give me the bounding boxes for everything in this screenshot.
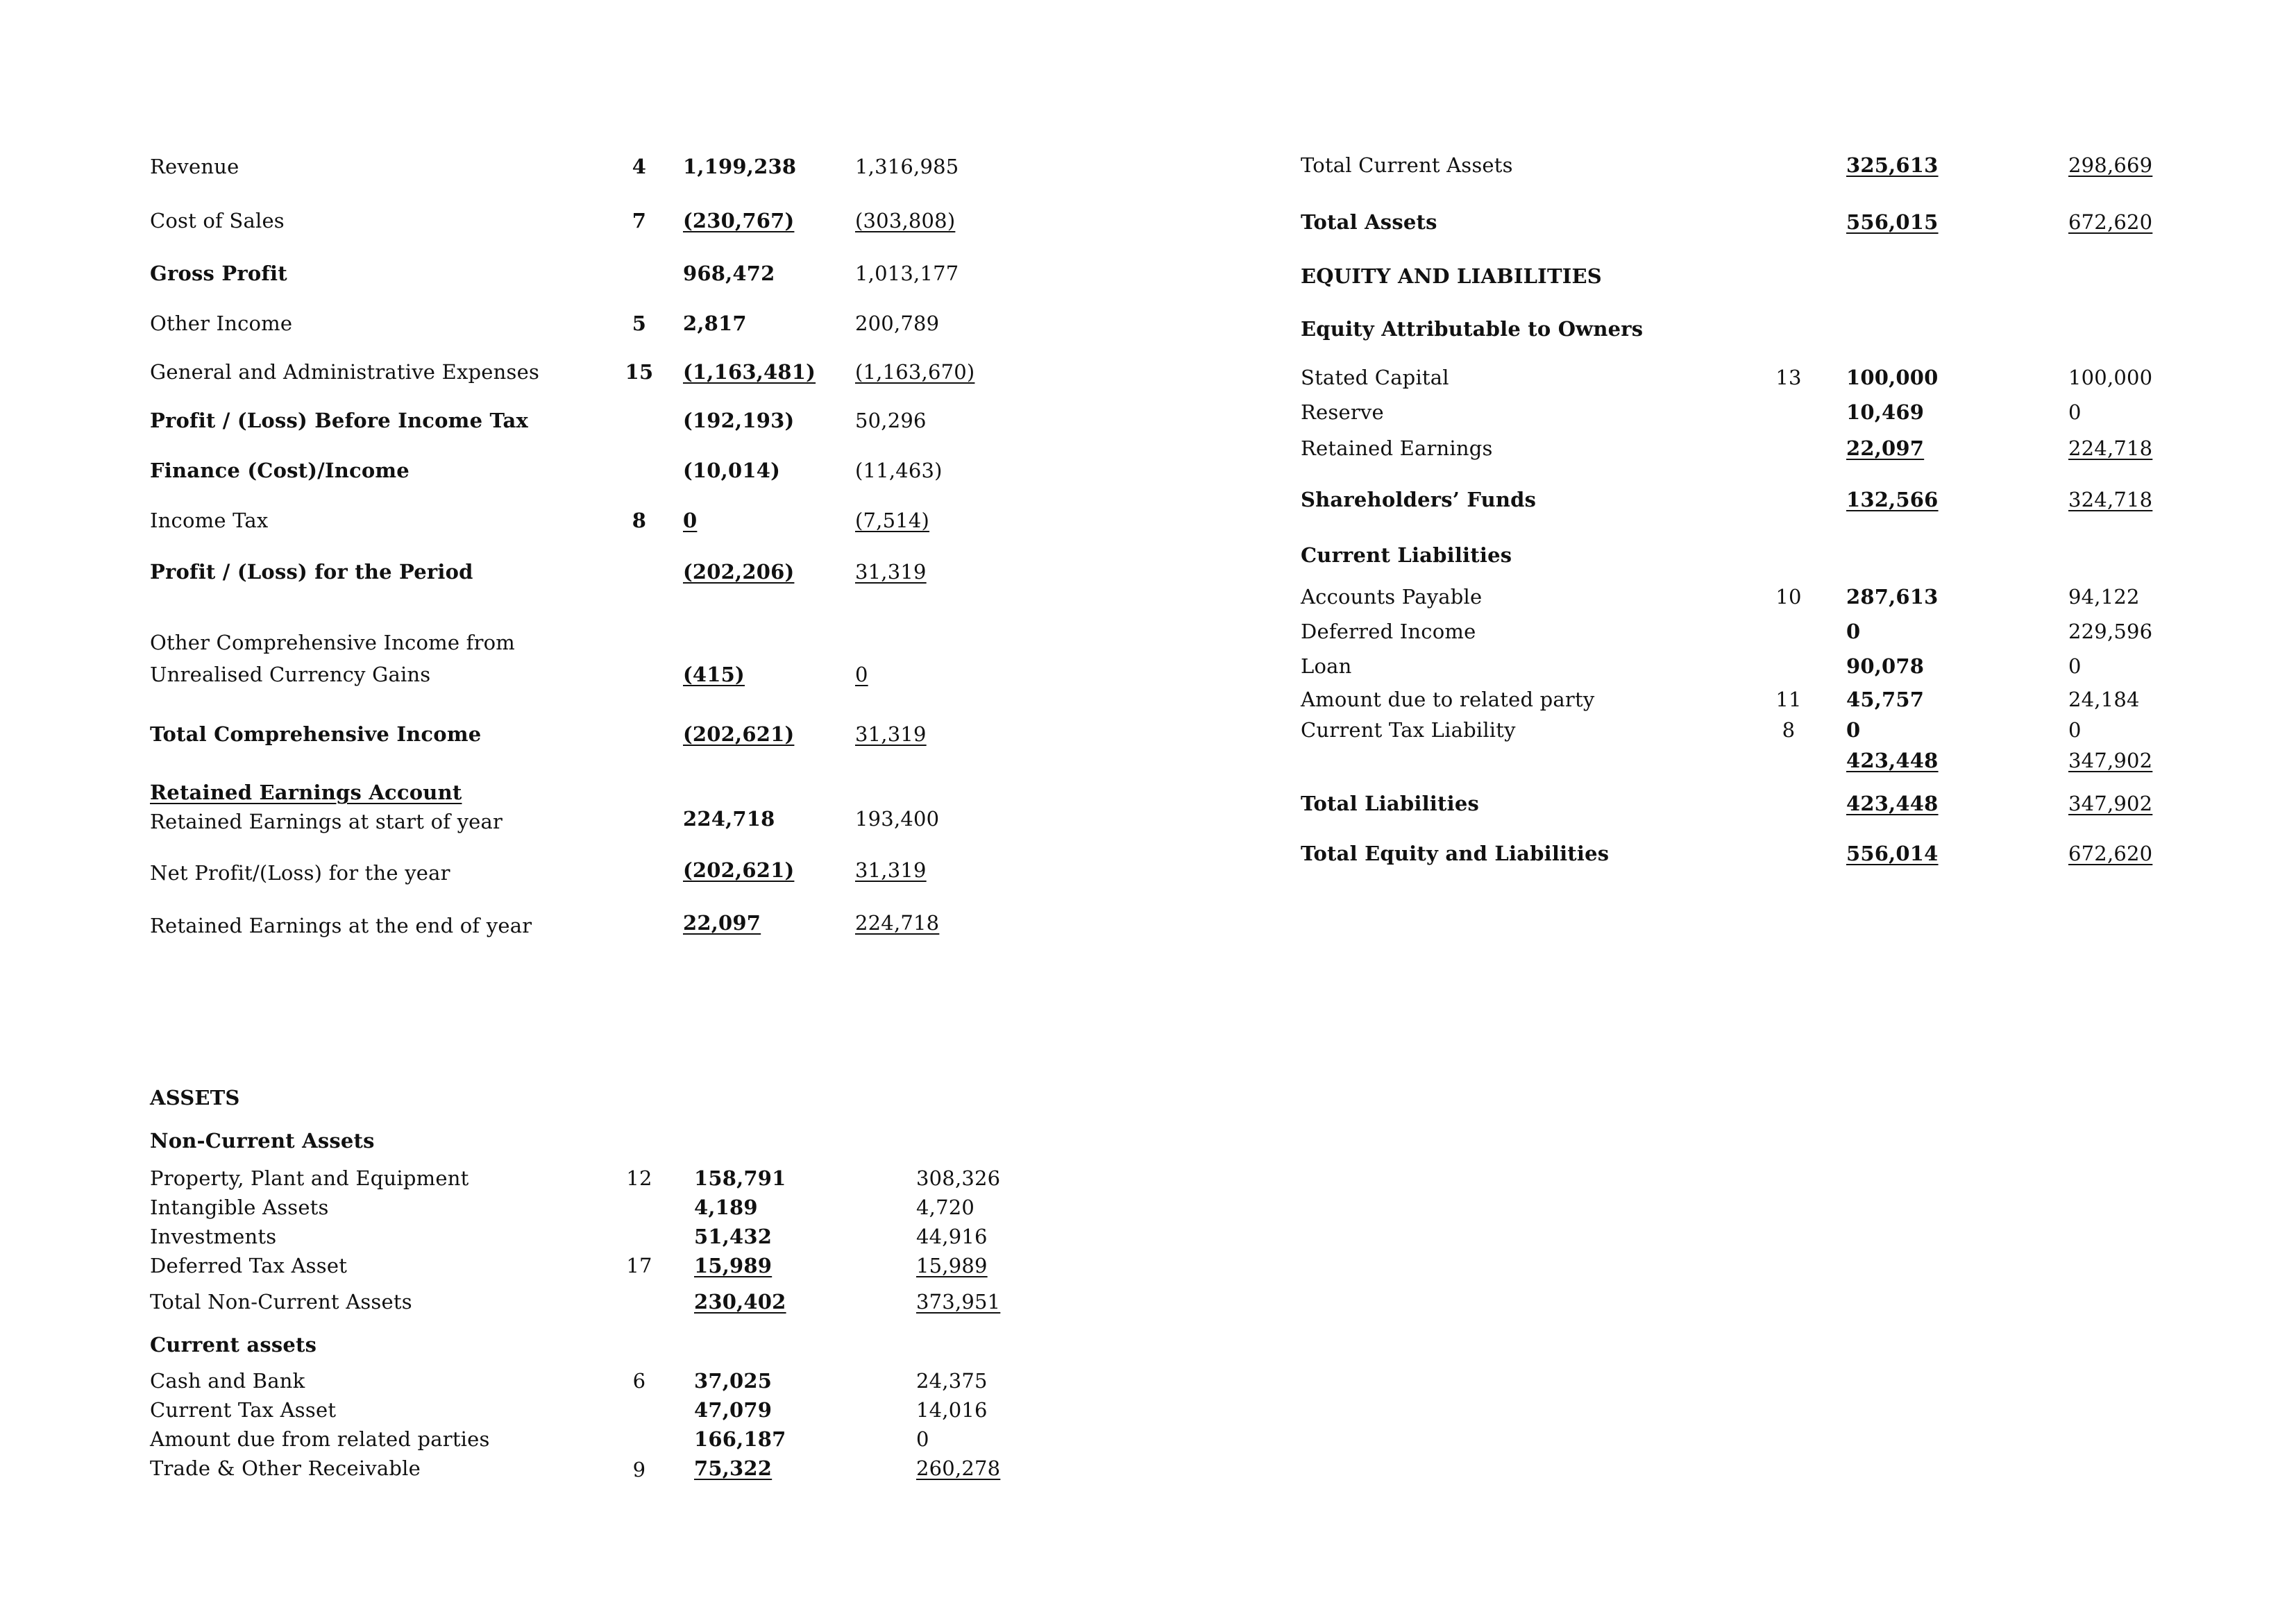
row-current: 0: [1846, 718, 1861, 742]
shareholders-funds-prior: 324,718: [2068, 488, 2153, 511]
total-current-assets-label: Total Current Assets: [1301, 153, 1513, 177]
row-prior: 31,319: [855, 560, 927, 584]
row-prior: (11,463): [855, 459, 943, 482]
tci-prior: 31,319: [855, 722, 927, 746]
row-label: Profit / (Loss) Before Income Tax: [150, 409, 528, 432]
row-note: 6: [632, 1369, 646, 1393]
row-note: 11: [1775, 688, 1802, 711]
row-current: 100,000: [1846, 366, 1939, 389]
total-assets-current: 556,015: [1846, 210, 1939, 234]
row-prior: 31,319: [855, 858, 927, 882]
row-prior: 24,184: [2068, 688, 2140, 711]
row-label: Stated Capital: [1301, 366, 1449, 389]
row-current: 51,432: [694, 1225, 773, 1248]
row-current: (230,767): [683, 209, 795, 232]
row-prior: 15,989: [916, 1254, 988, 1277]
current-liabilities-heading: Current Liabilities: [1301, 543, 1512, 567]
row-label: Intangible Assets: [150, 1196, 329, 1219]
row-current: 158,791: [694, 1166, 786, 1190]
row-label: Retained Earnings: [1301, 436, 1493, 460]
row-prior: 0: [916, 1427, 929, 1451]
total-equity-liabilities-label: Total Equity and Liabilities: [1301, 842, 1610, 865]
row-label: Net Profit/(Loss) for the year: [150, 861, 450, 885]
row-current: 47,079: [694, 1398, 773, 1422]
row-note: 10: [1775, 585, 1802, 609]
row-prior: 14,016: [916, 1398, 988, 1422]
row-prior: 308,326: [916, 1166, 1001, 1190]
row-current: 1,199,238: [683, 155, 797, 178]
row-prior: 4,720: [916, 1196, 975, 1219]
row-label: Retained Earnings at start of year: [150, 810, 503, 833]
row-label: Current Tax Asset: [150, 1398, 337, 1422]
row-current: (202,206): [683, 560, 795, 584]
row-current: 22,097: [683, 911, 761, 935]
row-note: 12: [626, 1166, 652, 1190]
row-label: Amount due to related party: [1301, 688, 1595, 711]
row-prior: 200,789: [855, 312, 940, 335]
total-liabilities-current: 423,448: [1846, 792, 1939, 815]
total-non-current-prior: 373,951: [916, 1290, 1001, 1314]
total-current-assets-prior: 298,669: [2068, 153, 2153, 177]
equity-heading: Equity Attributable to Owners: [1301, 317, 1644, 341]
tci-label: Total Comprehensive Income: [150, 722, 482, 746]
liabilities-subtotal-prior: 347,902: [2068, 749, 2153, 772]
row-prior: 224,718: [855, 911, 940, 935]
row-prior: 50,296: [855, 409, 927, 432]
row-note: 4: [632, 155, 647, 178]
total-equity-liabilities-current: 556,014: [1846, 842, 1939, 865]
row-current: 287,613: [1846, 585, 1939, 609]
row-current: 22,097: [1846, 436, 1925, 460]
tci-current: (202,621): [683, 722, 795, 746]
row-prior: 24,375: [916, 1369, 988, 1393]
row-label: Finance (Cost)/Income: [150, 459, 410, 482]
row-current: 10,469: [1846, 400, 1925, 424]
row-label: Investments: [150, 1225, 277, 1248]
row-note: 5: [632, 312, 647, 335]
row-prior: 260,278: [916, 1456, 1001, 1480]
row-label: Cash and Bank: [150, 1369, 305, 1393]
total-liabilities-prior: 347,902: [2068, 792, 2153, 815]
equity-liabilities-heading: EQUITY AND LIABILITIES: [1301, 264, 1602, 288]
row-current: 37,025: [694, 1369, 773, 1393]
oci-current: (415): [683, 663, 745, 686]
row-note: 7: [632, 209, 647, 232]
row-label: Amount due from related parties: [150, 1427, 490, 1451]
row-prior: (7,514): [855, 509, 930, 532]
row-label: Profit / (Loss) for the Period: [150, 560, 473, 584]
total-assets-label: Total Assets: [1301, 210, 1437, 234]
current-assets-heading: Current assets: [150, 1333, 317, 1357]
row-label: Deferred Tax Asset: [150, 1254, 348, 1277]
row-current: 0: [683, 509, 698, 532]
row-note: 13: [1775, 366, 1802, 389]
total-current-assets-current: 325,613: [1846, 153, 1939, 177]
row-label: Trade & Other Receivable: [150, 1456, 421, 1480]
shareholders-funds-label: Shareholders’ Funds: [1301, 488, 1537, 511]
row-current: (1,163,481): [683, 360, 816, 384]
row-prior: (1,163,670): [855, 360, 975, 384]
row-note: 9: [632, 1458, 646, 1481]
row-note: 8: [632, 509, 647, 532]
row-label: Cost of Sales: [150, 209, 285, 232]
row-prior: 44,916: [916, 1225, 988, 1248]
row-prior: 0: [2068, 718, 2082, 742]
row-current: 90,078: [1846, 654, 1925, 678]
row-current: 224,718: [683, 807, 775, 831]
row-note: 17: [626, 1254, 652, 1277]
row-prior: 1,013,177: [855, 262, 959, 285]
row-prior: 0: [2068, 654, 2082, 678]
row-current: 0: [1846, 620, 1861, 643]
row-label: Accounts Payable: [1301, 585, 1483, 609]
row-current: (202,621): [683, 858, 795, 882]
row-current: (192,193): [683, 409, 795, 432]
assets-heading: ASSETS: [150, 1086, 240, 1110]
non-current-assets-heading: Non-Current Assets: [150, 1129, 375, 1153]
row-current: 45,757: [1846, 688, 1925, 711]
row-prior: (303,808): [855, 209, 956, 232]
row-current: 4,189: [694, 1196, 758, 1219]
row-current: 15,989: [694, 1254, 773, 1277]
row-label: Income Tax: [150, 509, 269, 532]
total-liabilities-label: Total Liabilities: [1301, 792, 1480, 815]
total-equity-liabilities-prior: 672,620: [2068, 842, 2153, 865]
row-label: Property, Plant and Equipment: [150, 1166, 469, 1190]
row-note: 15: [625, 360, 654, 384]
row-label: Deferred Income: [1301, 620, 1476, 643]
row-current: 166,187: [694, 1427, 786, 1451]
total-non-current-current: 230,402: [694, 1290, 786, 1314]
liabilities-subtotal-current: 423,448: [1846, 749, 1939, 772]
row-prior: 224,718: [2068, 436, 2153, 460]
row-current: (10,014): [683, 459, 781, 482]
row-label: Gross Profit: [150, 262, 287, 285]
oci-label-line-1: Other Comprehensive Income from: [150, 631, 515, 654]
row-prior: 0: [2068, 400, 2082, 424]
row-current: 968,472: [683, 262, 775, 285]
row-label: Reserve: [1301, 400, 1384, 424]
total-assets-prior: 672,620: [2068, 210, 2153, 234]
row-label: Other Income: [150, 312, 293, 335]
row-prior: 100,000: [2068, 366, 2153, 389]
total-non-current-label: Total Non-Current Assets: [150, 1290, 412, 1314]
row-prior: 94,122: [2068, 585, 2140, 609]
oci-prior: 0: [855, 663, 868, 686]
row-label: Loan: [1301, 654, 1352, 678]
row-current: 2,817: [683, 312, 747, 335]
row-label: Current Tax Liability: [1301, 718, 1516, 742]
row-label: General and Administrative Expenses: [150, 360, 540, 384]
row-label: Revenue: [150, 155, 239, 178]
row-prior: 193,400: [855, 807, 940, 831]
row-current: 75,322: [694, 1456, 773, 1480]
row-label: Retained Earnings at the end of year: [150, 914, 532, 937]
oci-label-line-2: Unrealised Currency Gains: [150, 663, 431, 686]
shareholders-funds-current: 132,566: [1846, 488, 1939, 511]
row-prior: 229,596: [2068, 620, 2153, 643]
row-note: 8: [1782, 718, 1796, 742]
retained-earnings-heading: Retained Earnings Account: [150, 781, 462, 804]
row-prior: 1,316,985: [855, 155, 959, 178]
